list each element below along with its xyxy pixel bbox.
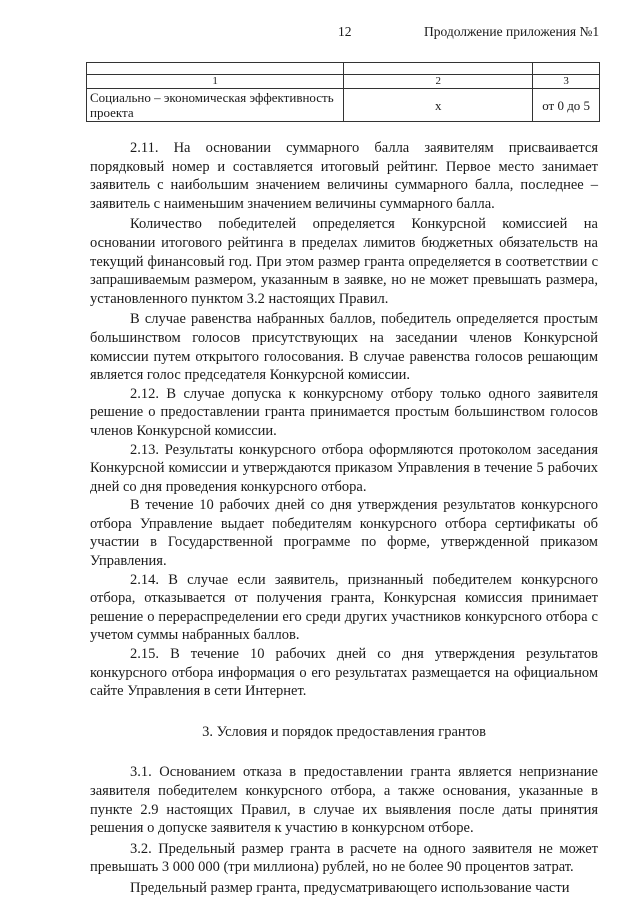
mark-cell: х — [344, 89, 533, 122]
table-row — [87, 89, 600, 122]
paragraph-2-12: 2.12. В случае допуска к конкурсному отбору только одного заявителя решение о предоставлении гранта принимается простым большинством голосов членов Конкурсной комиссии. — [90, 385, 598, 439]
table-column-numbers-row — [87, 75, 600, 89]
paragraph-2-15: 2.15. В течение 10 рабочих дней со дня утверждения результатов конкурсного отбора информация о его результатах размещается на официальном сайте Управления в сети Интернет. — [90, 646, 598, 700]
document-body — [90, 139, 598, 898]
criteria-table — [86, 62, 600, 122]
paragraph-winners-count: Количество победителей определяется Конкурсной комиссией на основании итогового рейтинга в пределах лимитов бюджетных обязательств на текущий финансовый год. При этом размер гранта определяется в соответствии с запрашиваемым размером, указанным в заявке, но не может превышать размера, установленного пунктом 3.2 настоящих Правил. — [90, 216, 598, 307]
column-number-3: 3 — [533, 75, 600, 89]
paragraph-3-1: 3.1. Основанием отказа в предоставлении гранта является непризнание заявителя победителем конкурсного отбора, а также основания, указанные в пункте 2.9 настоящих Правил, в случае их выявления после даты принятия решения о допуске заявителя к участию в конкурсном отборе. — [90, 764, 598, 837]
paragraph-3-2: 3.2. Предельный размер гранта в расчете на одного заявителя не может превышать 3 000 000 (три миллиона) рублей, но не более 90 процентов затрат. — [90, 840, 598, 876]
paragraph-2-11: 2.11. На основании суммарного балла заявителям присваивается порядковый номер и составляется итоговый рейтинг. Первое место занимает заявитель с наибольшим значением величины суммарного балла, последнее – заявитель с наименьшим значением величины суммарного балла. — [90, 140, 598, 212]
paragraph-2-13: 2.13. Результаты конкурсного отбора оформляются протоколом заседания Конкурсной комиссии и утверждаются приказом Управления в течение 5 рабочих дней со дня проведения конкурсного отбора. — [90, 441, 598, 495]
criterion-cell: Социально – экономическая эффективность проекта — [87, 89, 344, 122]
column-number-2: 2 — [344, 75, 533, 89]
paragraph-grant-limit: Предельный размер гранта, предусматривающего использование части — [130, 879, 570, 896]
paragraph-2-14: 2.14. В случае если заявитель, признанный победителем конкурсного отбора, отказывается от получения гранта, Конкурсная комиссия принимает решение о перераспределении его среди других участников конкурсного отбора с учетом суммы набранных баллов. — [90, 571, 598, 644]
page-number: 12 — [338, 24, 352, 39]
table-row — [87, 63, 600, 75]
appendix-continuation-label: Продолжение приложения №1 — [424, 24, 600, 39]
section-3-title: 3. Условия и порядок предоставления грантов — [202, 723, 486, 740]
paragraph-tie-break: В случае равенства набранных баллов, победитель определяется простым большинством голосов присутствующих на заседании членов Конкурсной комиссии путем открытого голосования. В случае равенства голосов решающим является голос председателя Конкурсной комиссии. — [90, 311, 598, 384]
paragraph-certificates: В течение 10 рабочих дней со дня утверждения результатов конкурсного отбора Управление выдает победителям конкурсного отбора сертификаты об участии в Государственной программе по форме, утвержденной приказом Управления. — [90, 497, 598, 570]
column-number-1: 1 — [87, 75, 344, 89]
score-range-cell: от 0 до 5 — [533, 89, 600, 122]
